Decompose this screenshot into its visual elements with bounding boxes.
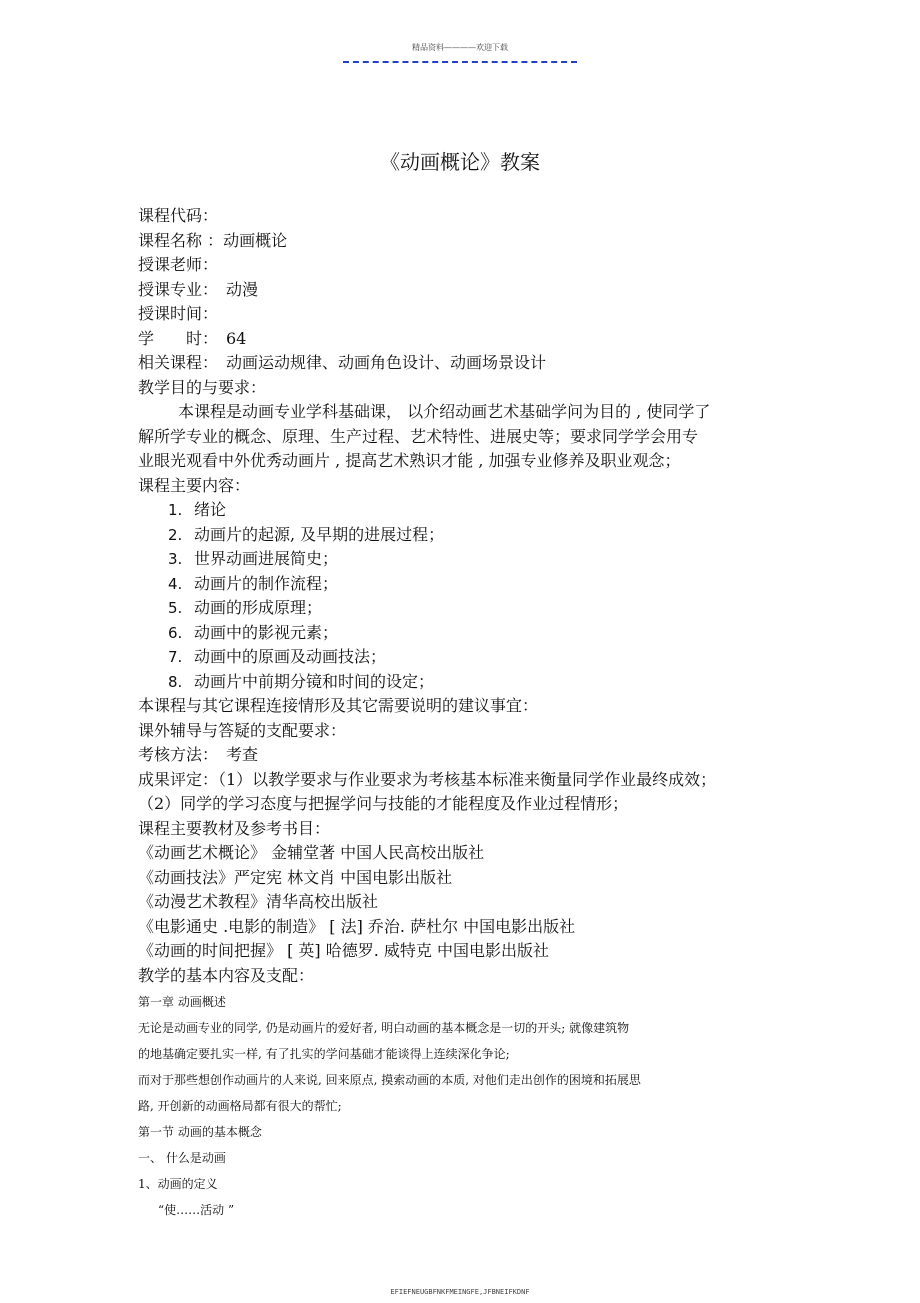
document-body [138,204,778,1223]
subsection-heading: 一、 什么是动画 [138,1150,226,1165]
content-heading: 课程主要内容： [138,475,251,495]
chapter-paragraph-line: 的地基确定要扎实一样, 有了扎实的学问基础才能谈得上连续深化争论; [138,1046,510,1061]
document-title: 《动画概论》教案 [380,150,540,174]
meta-teacher: 授课老师： [138,255,219,274]
meta-course-name: 课程名称 ：动画概论 [138,230,288,250]
content-list [138,498,778,694]
list-item-text: 绪论 [194,500,227,519]
list-item-text: 动画的形成原理； [194,598,323,617]
intro-paragraph-line: 业眼光观看中外优秀动画片 , 提高艺术熟识才能 , 加强专业修养及职业观念； [138,451,681,470]
list-item-text: 动画片中前期分镜和时间的设定； [194,671,435,691]
list-item-number: 7. [168,648,183,666]
chapter-one-block [138,990,778,1223]
list-item-text: 动画片的起源, 及早期的进展过程； [194,524,445,544]
intro-paragraph-line: 解所学专业的概念、原理、生产过程、艺术特性、进展史等；要求同学学会用专 [138,426,699,446]
footer-note: EFIEFNEUGBFNKFMEINGFE,JFBNEIFKDNF [390,1288,530,1296]
list-item [138,523,778,548]
reference-item: 《动画技法》严定宪 林文肖 中国电影出版社 [138,867,453,887]
references-heading: 课程主要教材及参考书目： [138,818,331,838]
list-item [138,670,778,695]
section-heading: 第一节 动画的基本概念 [138,1124,262,1139]
list-item-number: 8. [168,672,183,691]
list-item-number: 1. [168,501,183,519]
grading-line-2: （2）同学的学习态度与把握学问与技能的才能程度及作业过程情形； [138,794,629,813]
list-item-number: 6. [168,623,183,642]
reference-item: 《动漫艺术教程》清华高校出版社 [138,892,379,911]
header-note: 精品资料————欢迎下载 [412,43,508,52]
reference-item: 《动画艺术概论》 金辅堂著 中国人民高校出版社 [138,843,485,862]
meta-objectives-heading: 教学目的与要求： [138,377,267,397]
connection-note: 本课程与其它课程连接情形及其它需要说明的建议事宜： [138,696,539,715]
tutoring-note: 课外辅导与答疑的支配要求： [138,720,347,740]
teaching-content-heading: 教学的基本内容及支配： [138,965,315,985]
definition-quote: “使……活动 ” [158,1202,235,1217]
list-item-text: 动画中的影视元素； [194,622,339,642]
assessment-method: 考核方法： 考查 [138,745,259,764]
chapter-paragraph-line: 路, 开创新的动画格局都有很大的帮忙; [138,1098,342,1113]
list-item-text: 世界动画进展简史； [194,549,339,568]
list-item-text: 动画片的制作流程； [194,573,339,593]
chapter-heading: 第一章 动画概述 [138,995,226,1009]
list-item-number: 3. [168,550,183,568]
meta-related-courses: 相关课程： 动画运动规律、动画角色设计、动画场景设计 [138,353,547,372]
list-item-text: 动画中的原画及动画技法； [194,647,387,666]
list-item-number: 5. [168,599,183,617]
meta-major: 授课专业： 动漫 [138,279,259,299]
meta-time: 授课时间： [138,304,219,323]
reference-item: 《动画的时间把握》 [ 英] 哈德罗. 威特克 中国电影出版社 [138,941,550,960]
meta-course-code: 课程代码： [138,206,219,225]
list-item [138,547,778,572]
chapter-paragraph-line: 而对于那些想创作动画片的人来说, 回来原点, 摸索动画的本质, 对他们走出创作的困境和拓展思 [138,1072,641,1087]
list-item [138,645,778,670]
grading-line-1: 成果评定：（1）以教学要求与作业要求为考核基本标准来衡量同学作业最终成效； [138,769,717,789]
list-item [138,621,778,646]
list-item [138,498,778,523]
meta-hours: 学 时： 64 [138,328,247,348]
list-item-number: 4. [168,574,183,593]
list-item [138,572,778,597]
definition-heading: 1、动画的定义 [138,1176,218,1191]
list-item-number: 2. [168,525,183,544]
reference-item: 《电影通史 .电影的制造》 [ 法] 乔治. 萨杜尔 中国电影出版社 [138,916,576,936]
list-item [138,596,778,621]
intro-paragraph-line: 本课程是动画专业学科基础课， 以介绍动画艺术基础学问为目的 , 使同学了 [178,402,711,421]
header-dashed-rule [343,61,577,63]
chapter-paragraph-line: 无论是动画专业的同学, 仍是动画片的爱好者, 明白动画的基本概念是一切的开头; 就像建筑物 [138,1020,630,1035]
